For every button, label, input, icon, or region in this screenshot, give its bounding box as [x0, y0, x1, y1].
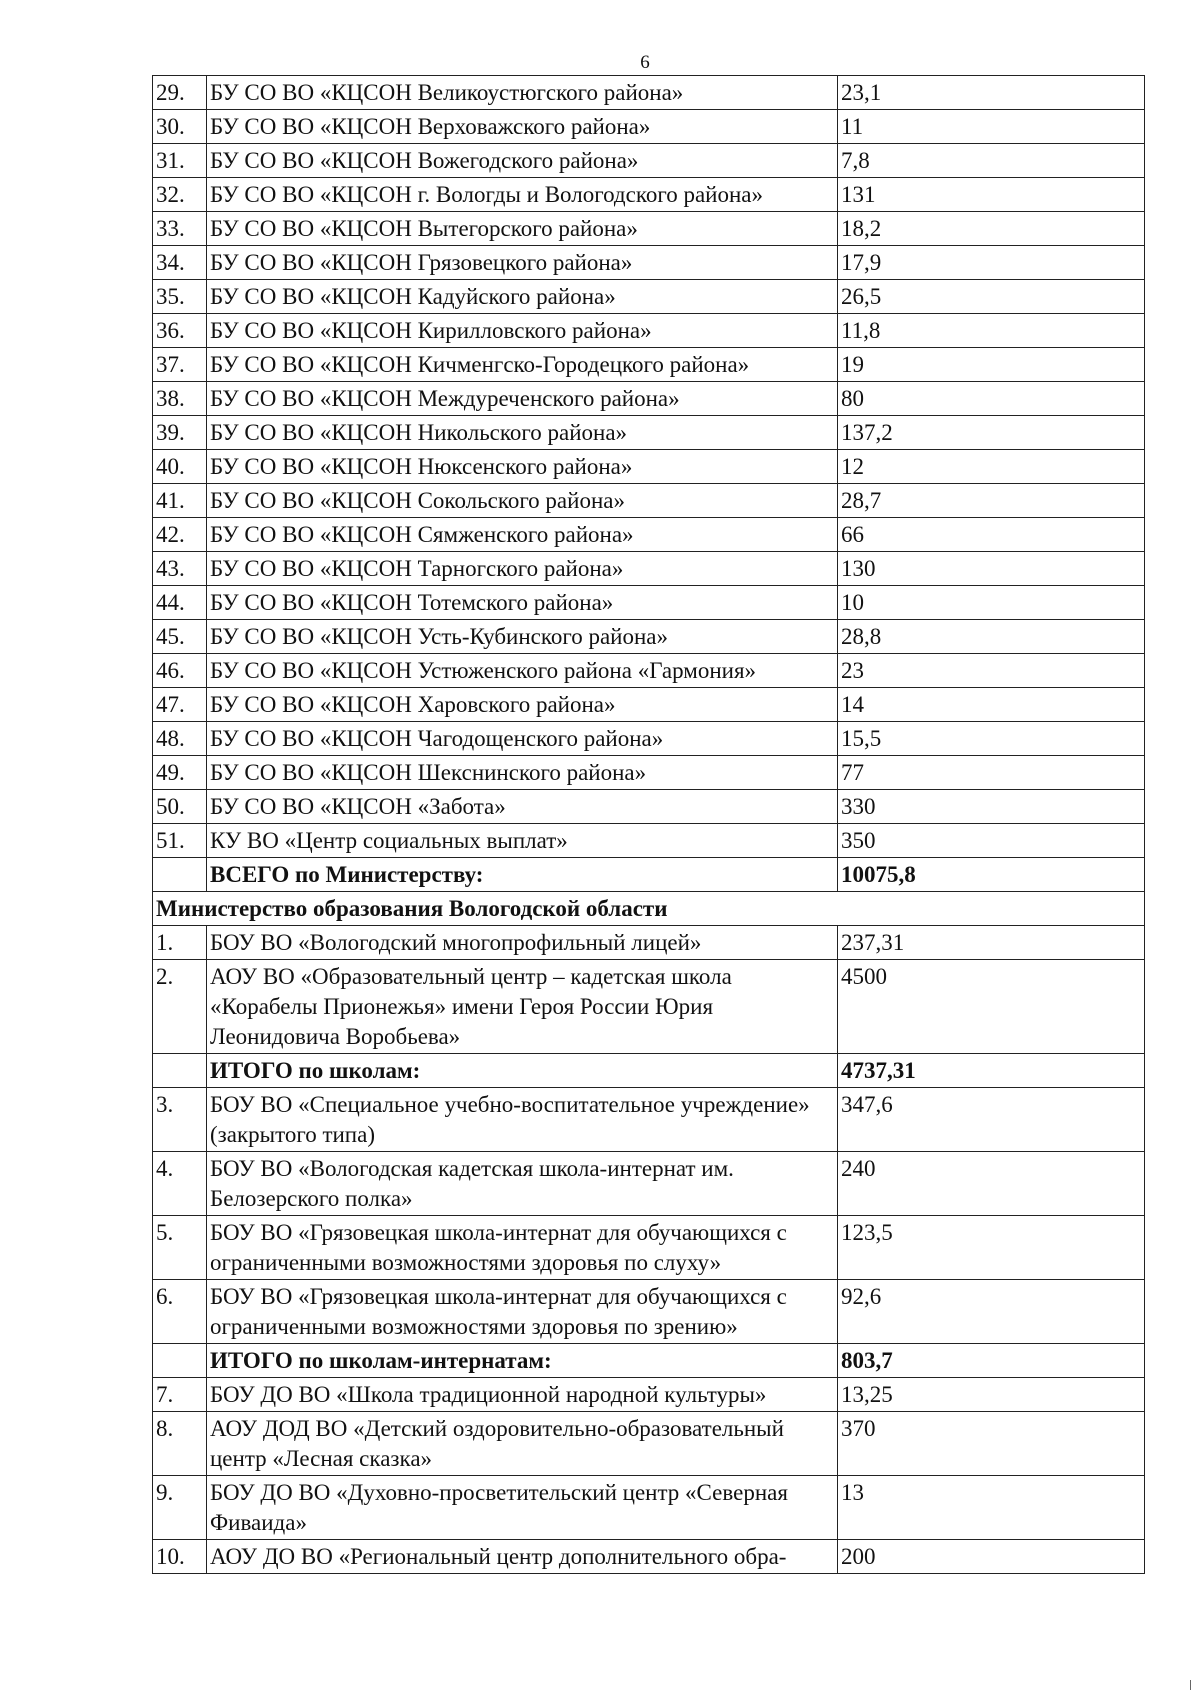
total-row — [153, 1054, 1145, 1088]
amount-value: 11 — [838, 110, 1145, 144]
institution-name: КУ ВО «Центр социальных выплат» — [207, 824, 838, 858]
table-row — [153, 212, 1145, 246]
amount-value: 350 — [838, 824, 1145, 858]
page-number: 6 — [640, 52, 650, 73]
institution-name: ВСЕГО по Министерству: — [207, 858, 838, 892]
table-row — [153, 76, 1145, 110]
row-number: 36. — [153, 314, 207, 348]
scan-artifact — [1190, 1680, 1191, 1690]
row-number: 2. — [153, 960, 207, 1054]
row-number: 43. — [153, 552, 207, 586]
institution-name: БОУ ДО ВО «Школа традиционной народной культуры» — [207, 1378, 838, 1412]
row-number: 30. — [153, 110, 207, 144]
amount-value: 92,6 — [838, 1280, 1145, 1344]
amount-value: 137,2 — [838, 416, 1145, 450]
section-header-row — [153, 892, 1145, 926]
row-number: 4. — [153, 1152, 207, 1216]
row-number: 41. — [153, 484, 207, 518]
amount-value: 17,9 — [838, 246, 1145, 280]
amount-value: 77 — [838, 756, 1145, 790]
institution-name: БУ СО ВО «КЦСОН Грязовецкого района» — [207, 246, 838, 280]
row-number: 38. — [153, 382, 207, 416]
row-number: 1. — [153, 926, 207, 960]
table-row — [153, 1378, 1145, 1412]
row-number: 37. — [153, 348, 207, 382]
row-number: 49. — [153, 756, 207, 790]
amount-value: 19 — [838, 348, 1145, 382]
table-row — [153, 552, 1145, 586]
institution-name: БОУ ВО «Вологодский многопрофильный лицей» — [207, 926, 838, 960]
row-number: 6. — [153, 1280, 207, 1344]
amount-value: 200 — [838, 1540, 1145, 1574]
institution-name: БУ СО ВО «КЦСОН Никольского района» — [207, 416, 838, 450]
table-row — [153, 620, 1145, 654]
row-number: 42. — [153, 518, 207, 552]
table-row — [153, 280, 1145, 314]
table-row — [153, 1216, 1145, 1280]
institution-name: БУ СО ВО «КЦСОН Вытегорского района» — [207, 212, 838, 246]
table-row — [153, 1412, 1145, 1476]
table-row — [153, 688, 1145, 722]
amount-value: 80 — [838, 382, 1145, 416]
row-number: 34. — [153, 246, 207, 280]
table-row — [153, 722, 1145, 756]
table-row — [153, 960, 1145, 1054]
row-number: 45. — [153, 620, 207, 654]
institution-name: БОУ ДО ВО «Духовно-просветительский центр «Северная Фиваида» — [207, 1476, 838, 1540]
table-row — [153, 450, 1145, 484]
amount-value: 28,8 — [838, 620, 1145, 654]
table-row — [153, 756, 1145, 790]
row-number — [153, 1054, 207, 1088]
table-row — [153, 1280, 1145, 1344]
total-row — [153, 858, 1145, 892]
institution-name: БУ СО ВО «КЦСОН Кирилловского района» — [207, 314, 838, 348]
row-number: 29. — [153, 76, 207, 110]
institution-name: БУ СО ВО «КЦСОН Устюженского района «Гармония» — [207, 654, 838, 688]
row-number: 33. — [153, 212, 207, 246]
amount-value: 130 — [838, 552, 1145, 586]
amount-value: 13,25 — [838, 1378, 1145, 1412]
amount-value: 4737,31 — [838, 1054, 1145, 1088]
amount-value: 12 — [838, 450, 1145, 484]
amount-value: 330 — [838, 790, 1145, 824]
amount-value: 347,6 — [838, 1088, 1145, 1152]
amount-value: 28,7 — [838, 484, 1145, 518]
row-number: 9. — [153, 1476, 207, 1540]
amount-value: 10075,8 — [838, 858, 1145, 892]
row-number: 35. — [153, 280, 207, 314]
institution-name: БУ СО ВО «КЦСОН Нюксенского района» — [207, 450, 838, 484]
institution-name: БУ СО ВО «КЦСОН г. Вологды и Вологодского района» — [207, 178, 838, 212]
amount-value: 66 — [838, 518, 1145, 552]
table-row — [153, 144, 1145, 178]
table-row — [153, 314, 1145, 348]
institution-name: БУ СО ВО «КЦСОН Междуреченского района» — [207, 382, 838, 416]
row-number: 39. — [153, 416, 207, 450]
amount-value: 370 — [838, 1412, 1145, 1476]
amount-value: 23,1 — [838, 76, 1145, 110]
table-row — [153, 518, 1145, 552]
institution-name: ИТОГО по школам: — [207, 1054, 838, 1088]
amount-value: 14 — [838, 688, 1145, 722]
table-row — [153, 416, 1145, 450]
amount-value: 11,8 — [838, 314, 1145, 348]
row-number: 10. — [153, 1540, 207, 1574]
institution-name: ИТОГО по школам-интернатам: — [207, 1344, 838, 1378]
amount-value: 803,7 — [838, 1344, 1145, 1378]
row-number: 47. — [153, 688, 207, 722]
row-number: 31. — [153, 144, 207, 178]
table-row — [153, 824, 1145, 858]
table-row — [153, 348, 1145, 382]
table-row — [153, 1540, 1145, 1574]
institution-name: БУ СО ВО «КЦСОН Харовского района» — [207, 688, 838, 722]
institution-name: АОУ ДОД ВО «Детский оздоровительно-образовательный центр «Лесная сказка» — [207, 1412, 838, 1476]
institution-name: БУ СО ВО «КЦСОН Вожегодского района» — [207, 144, 838, 178]
row-number: 3. — [153, 1088, 207, 1152]
section-title: Министерство образования Вологодской области — [153, 892, 1145, 926]
table-row — [153, 178, 1145, 212]
institution-name: БОУ ВО «Специальное учебно-воспитательное учреждение» (закрытого типа) — [207, 1088, 838, 1152]
institution-name: БУ СО ВО «КЦСОН Верховажского района» — [207, 110, 838, 144]
total-row — [153, 1344, 1145, 1378]
institution-name: БУ СО ВО «КЦСОН Кичменгско-Городецкого района» — [207, 348, 838, 382]
institution-name: БУ СО ВО «КЦСОН Кадуйского района» — [207, 280, 838, 314]
row-number: 8. — [153, 1412, 207, 1476]
row-number: 46. — [153, 654, 207, 688]
institution-name: БУ СО ВО «КЦСОН Великоустюгского района» — [207, 76, 838, 110]
row-number: 50. — [153, 790, 207, 824]
institution-name: БУ СО ВО «КЦСОН Тотемского района» — [207, 586, 838, 620]
institution-name: БУ СО ВО «КЦСОН Шекснинского района» — [207, 756, 838, 790]
row-number: 5. — [153, 1216, 207, 1280]
amount-value: 26,5 — [838, 280, 1145, 314]
table-row — [153, 110, 1145, 144]
amount-value: 18,2 — [838, 212, 1145, 246]
table-row — [153, 654, 1145, 688]
amount-value: 23 — [838, 654, 1145, 688]
table-row — [153, 790, 1145, 824]
table-row — [153, 484, 1145, 518]
institution-name: БОУ ВО «Грязовецкая школа-интернат для обучающихся с ограниченными возможностями здоровья по слуху» — [207, 1216, 838, 1280]
table-row — [153, 246, 1145, 280]
institution-name: БУ СО ВО «КЦСОН Сямженского района» — [207, 518, 838, 552]
institution-name: БОУ ВО «Грязовецкая школа-интернат для обучающихся с ограниченными возможностями здоровья по зрению» — [207, 1280, 838, 1344]
institution-name: АОУ ДО ВО «Региональный центр дополнительного обра- — [207, 1540, 838, 1574]
amount-value: 15,5 — [838, 722, 1145, 756]
institution-name: БУ СО ВО «КЦСОН Сокольского района» — [207, 484, 838, 518]
table-row — [153, 1476, 1145, 1540]
table-row — [153, 382, 1145, 416]
institution-name: БОУ ВО «Вологодская кадетская школа-интернат им. Белозерского полка» — [207, 1152, 838, 1216]
institution-name: БУ СО ВО «КЦСОН Чагодощенского района» — [207, 722, 838, 756]
table-row — [153, 1152, 1145, 1216]
amount-value: 7,8 — [838, 144, 1145, 178]
table-row — [153, 586, 1145, 620]
row-number — [153, 1344, 207, 1378]
table-row — [153, 1088, 1145, 1152]
row-number: 44. — [153, 586, 207, 620]
institution-name: БУ СО ВО «КЦСОН Тарногского района» — [207, 552, 838, 586]
row-number: 32. — [153, 178, 207, 212]
table-row — [153, 926, 1145, 960]
amount-value: 13 — [838, 1476, 1145, 1540]
row-number: 7. — [153, 1378, 207, 1412]
amount-value: 131 — [838, 178, 1145, 212]
row-number: 51. — [153, 824, 207, 858]
institution-name: АОУ ВО «Образовательный центр – кадетская школа «Корабелы Прионежья» имени Героя России Юрия Леонидовича Воробьева» — [207, 960, 838, 1054]
amount-value: 237,31 — [838, 926, 1145, 960]
institution-name: БУ СО ВО «КЦСОН «Забота» — [207, 790, 838, 824]
row-number: 40. — [153, 450, 207, 484]
budget-table — [152, 75, 1145, 1574]
amount-value: 4500 — [838, 960, 1145, 1054]
amount-value: 240 — [838, 1152, 1145, 1216]
row-number — [153, 858, 207, 892]
row-number: 48. — [153, 722, 207, 756]
institution-name: БУ СО ВО «КЦСОН Усть-Кубинского района» — [207, 620, 838, 654]
table-body — [153, 76, 1145, 1574]
amount-value: 123,5 — [838, 1216, 1145, 1280]
amount-value: 10 — [838, 586, 1145, 620]
